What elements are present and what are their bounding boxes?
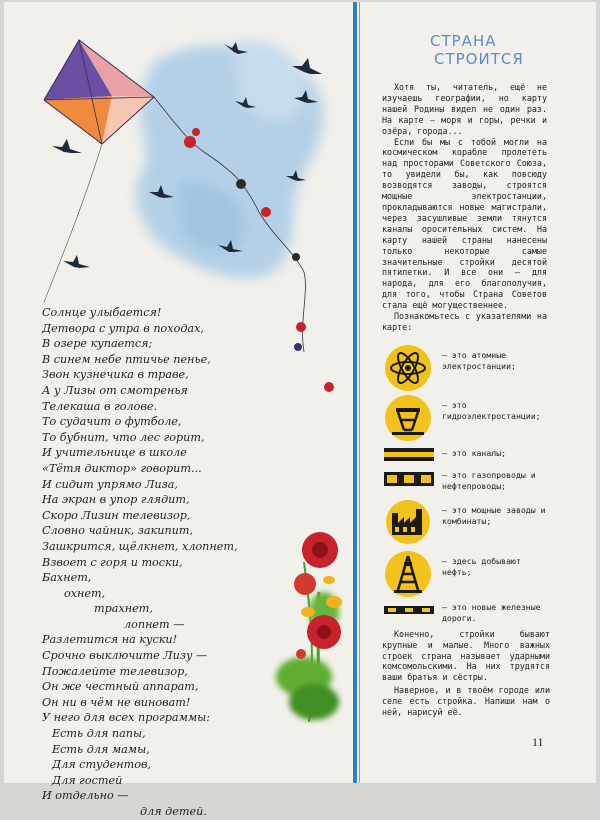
- legend-text: — это гидроэлектростанции;: [442, 400, 541, 421]
- poem-line: охнет,: [64, 586, 106, 600]
- poem-line: «Тётя диктор» говорит...: [42, 461, 202, 475]
- poem-text: [42, 305, 312, 820]
- article-intro: [382, 82, 547, 333]
- poem-line: В озере купается;: [42, 337, 153, 351]
- poem-line: Срочно выключите Лизу —: [42, 649, 208, 663]
- article-title: [430, 32, 524, 68]
- intro-paragraph: Если бы мы с тобой могли на космическом корабле пролететь над просторами Советского Союза, то увидели бы, как повсюду возводятся заводы, строятся мощные электростанции, прокладываются новые магистрали, через засушливые земли тянутся каналы оросительных систем. На карту нашей страны нанесены только некоторые самые значительные стройки десятой пятилетки. И все они — для народа, для его благополучия, для того, чтобы Страна Советов стала ещё могущественнее.: [382, 136, 547, 311]
- factory-icon: [384, 499, 434, 545]
- sky-wash: [136, 40, 323, 278]
- poem-line: Телекаша в голове.: [42, 399, 158, 413]
- poem-line: То судачит о футболе,: [42, 415, 182, 429]
- poem-line: На экран в упор глядит,: [42, 493, 190, 507]
- poem-line: Пожалейте телевизор,: [42, 664, 188, 678]
- poem-line: И сидит упрямо Лиза,: [42, 477, 178, 491]
- poem-line: Звон кузнечика в траве,: [42, 368, 189, 382]
- poem-line: Словно чайник, закипит,: [42, 524, 194, 538]
- article-outro: [382, 629, 550, 719]
- poem-line: трахнет,: [94, 602, 153, 616]
- page-number: 11: [532, 735, 544, 749]
- canal-icon: [384, 444, 436, 464]
- outro-paragraph: Конечно, стройки бывают крупные и малые. Много важных строек страна называет ударными комсомольскими. На них трудятся ваши братья и сёстры.: [382, 629, 550, 683]
- legend-text: — это газопроводы и нефтепроводы;: [442, 470, 536, 491]
- poem-line: Он же честный аппарат,: [42, 680, 199, 694]
- article-title-line: СТРОИТСЯ: [434, 50, 524, 68]
- legend-text: — это мощные заводы и комбинаты;: [442, 505, 546, 526]
- legend-text: — это новые железные дороги.: [442, 602, 541, 623]
- legend-text: — это каналы;: [442, 448, 507, 458]
- poem-line: И отдельно —: [42, 789, 129, 803]
- poem-line: Детвора с утра в походах,: [42, 321, 204, 335]
- poem-line: Взвоет с горя и тоски,: [42, 555, 183, 569]
- poem-line: А у Лизы от смотренья: [42, 383, 188, 397]
- atomic-icon: [384, 344, 434, 392]
- kite-string: [44, 144, 102, 302]
- poem-line: Зашкрится, щёлкнет, хлопнет,: [42, 539, 238, 553]
- legend-item-railway: [384, 602, 554, 626]
- poem-line: Для студентов,: [52, 758, 152, 772]
- poem-line: Скоро Лизин телевизор,: [42, 508, 191, 522]
- legend-text: — это атомные электростанции;: [442, 350, 516, 371]
- oil-rig-icon: [384, 550, 434, 598]
- poem-line: Он ни в чём не виноват!: [42, 695, 191, 709]
- page-divider-line: [353, 2, 357, 783]
- outro-paragraph: Наверное, и в твоём городе или селе есть стройка. Напиши нам о ней, нарисуй её.: [382, 684, 550, 717]
- legend-item-oil: [384, 550, 554, 598]
- poem-line: Бахнет,: [42, 571, 92, 585]
- poem-line: Солнце улыбается!: [42, 306, 162, 319]
- poem-line: Для гостей: [52, 773, 123, 787]
- poem-line: У него для всех программы:: [42, 711, 211, 725]
- article-title-line: СТРАНА: [430, 32, 497, 50]
- legend-item-hydro: [384, 394, 554, 442]
- legend-item-factory: [384, 499, 554, 545]
- kite: [44, 40, 154, 144]
- intro-paragraph: Познакомьтесь с указателями на карте:: [382, 311, 547, 332]
- legend-item-atomic: [384, 344, 554, 392]
- hydro-icon: [384, 394, 434, 442]
- pipeline-icon: [384, 468, 436, 490]
- poem-line: И учительнице в школе: [42, 446, 187, 460]
- poem-line: Разлетится на куски!: [42, 633, 178, 647]
- legend-item-canal: [384, 444, 554, 464]
- poem-line: То бубнит, что лес горит,: [42, 430, 205, 444]
- poem-line: лопнет —: [124, 617, 185, 631]
- poem-line: для детей.: [140, 805, 207, 818]
- poem-line: В синем небе птичье пенье,: [42, 352, 211, 366]
- intro-paragraph: Хотя ты, читатель, ещё не изучаешь географии, но карту нашей Родины видел не один раз. На карте — моря и горы, речки и озёра, города...: [382, 82, 547, 136]
- magazine-page: [4, 2, 596, 818]
- railway-icon: [384, 602, 436, 618]
- poem-line: Есть для папы,: [52, 727, 146, 741]
- legend-item-pipeline: [384, 468, 554, 494]
- page-divider-thin-line: [359, 2, 360, 783]
- poem-line: Есть для мамы,: [52, 742, 150, 756]
- legend-text: — здесь добывают нефть;: [442, 556, 521, 577]
